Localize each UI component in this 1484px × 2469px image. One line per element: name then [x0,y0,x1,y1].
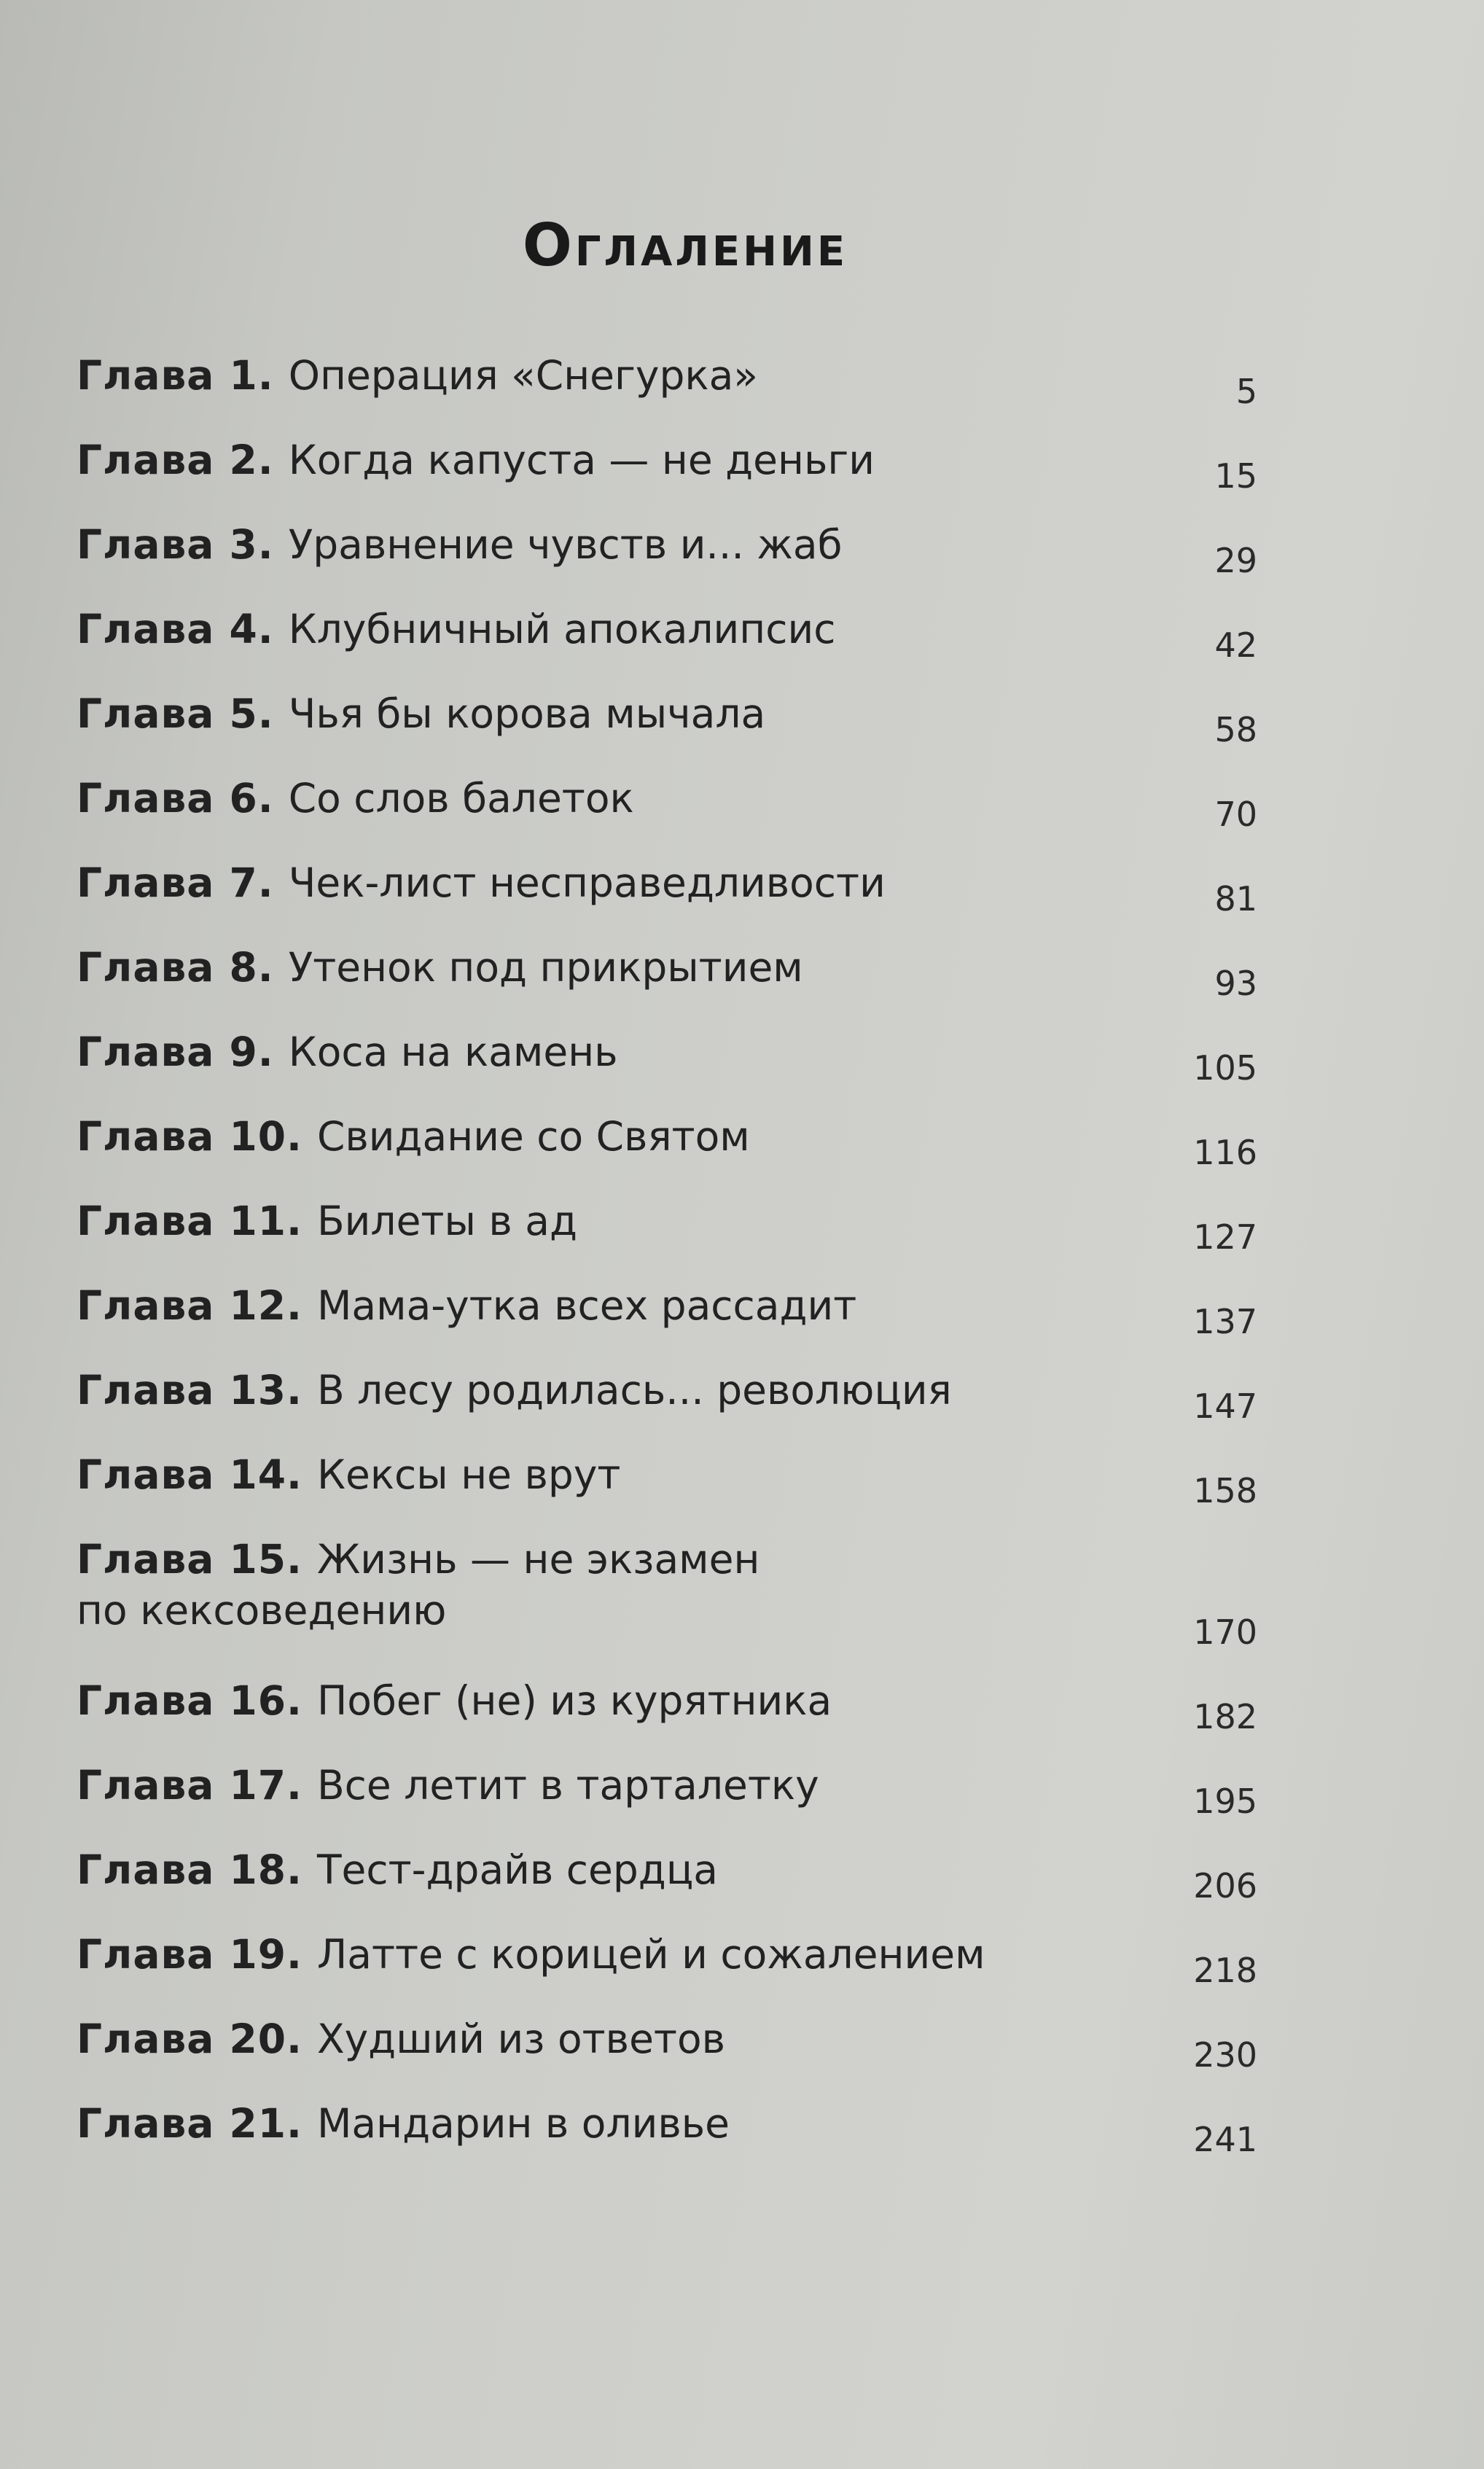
chapter-title: Билеты в ад [316,1198,577,1244]
toc-entry [77,942,1257,1026]
toc-entry [77,1026,1257,1111]
table-of-contents [77,350,1257,2183]
chapter-title: Чек-лист несправедливости [288,859,886,906]
chapter-title: Тест-драйв сердца [316,1846,718,1893]
chapter-title: Уравнение чувств и... жаб [288,521,843,568]
toc-entry [77,1760,1257,1844]
chapter-title: Латте с корицей и сожалением [316,1931,985,1978]
toc-entry [77,1929,1257,2013]
chapter-title-continuation: по кексоведению [77,1587,447,1634]
page-number: 147 [1193,1386,1257,1426]
page-number: 137 [1193,1302,1257,1341]
chapter-number: Глава 14. [77,1451,302,1498]
chapter-number: Глава 5. [77,690,274,737]
chapter-title: Со слов балеток [288,775,634,822]
chapter-number: Глава 8. [77,944,274,991]
toc-entry [77,857,1257,942]
chapter-title: Худший из ответов [316,2016,726,2062]
chapter-title: Жизнь — не экзамен [316,1536,760,1583]
page-number: 93 [1214,964,1257,1003]
page-number: 15 [1214,456,1257,496]
toc-entry [77,688,1257,773]
chapter-title: Операция «Снегурка» [288,352,758,399]
chapter-title: В лесу родилась... революция [316,1367,952,1413]
chapter-number: Глава 20. [77,2016,302,2062]
chapter-title: Утенок под прикрытием [288,944,803,991]
toc-entry [77,519,1257,604]
page-title: Оглаление [522,211,848,279]
chapter-number: Глава 1. [77,352,274,399]
chapter-number: Глава 16. [77,1677,302,1724]
chapter-title: Мама-утка всех рассадит [316,1282,857,1329]
page-number: 182 [1193,1697,1257,1736]
page-number: 230 [1193,2035,1257,2075]
page-number: 116 [1193,1133,1257,1172]
chapter-number: Глава 19. [77,1931,302,1978]
chapter-number: Глава 7. [77,859,274,906]
chapter-title: Клубничный апокалипсис [288,606,836,652]
chapter-number: Глава 2. [77,437,274,483]
chapter-number: Глава 11. [77,1198,302,1244]
chapter-title: Мандарин в оливье [316,2100,730,2147]
page-number: 158 [1193,1471,1257,1510]
page-number: 70 [1214,795,1257,834]
page-number: 195 [1193,1782,1257,1821]
toc-entry [77,1196,1257,1280]
chapter-number: Глава 17. [77,1762,302,1809]
page-number: 218 [1193,1951,1257,1990]
page-number: 81 [1214,879,1257,918]
chapter-number: Глава 15. [77,1536,302,1583]
toc-entry [77,1365,1257,1449]
toc-entry [77,1111,1257,1196]
chapter-title: Свидание со Святом [316,1113,750,1160]
chapter-title: Побег (не) из курятника [316,1677,832,1724]
page-number: 170 [1193,1612,1257,1652]
toc-entry [77,773,1257,857]
toc-entry [77,1534,1257,1675]
chapter-number: Глава 4. [77,606,274,652]
chapter-title: Кексы не врут [316,1451,621,1498]
page-number: 58 [1214,710,1257,749]
chapter-number: Глава 9. [77,1029,274,1075]
chapter-title: Чья бы корова мычала [288,690,766,737]
chapter-number: Глава 18. [77,1846,302,1893]
toc-entry [77,2013,1257,2098]
chapter-title: Все летит в тарталетку [316,1762,819,1809]
toc-entry [77,1675,1257,1760]
page-number: 5 [1235,372,1257,411]
chapter-number: Глава 10. [77,1113,302,1160]
page-number: 206 [1193,1866,1257,1906]
page-number: 105 [1193,1048,1257,1088]
toc-entry [77,350,1257,434]
toc-entry [77,604,1257,688]
chapter-number: Глава 6. [77,775,274,822]
chapter-number: Глава 12. [77,1282,302,1329]
page-number: 127 [1193,1217,1257,1257]
chapter-number: Глава 21. [77,2100,302,2147]
chapter-number: Глава 13. [77,1367,302,1413]
chapter-title: Коса на камень [288,1029,618,1075]
toc-entry [77,2098,1257,2183]
chapter-number: Глава 3. [77,521,274,568]
page-number: 42 [1214,625,1257,665]
toc-entry [77,1844,1257,1929]
page-number: 29 [1214,541,1257,580]
toc-entry [77,1449,1257,1534]
chapter-title: Когда капуста — не деньги [288,437,875,483]
toc-entry [77,434,1257,519]
toc-entry [77,1280,1257,1365]
page-number: 241 [1193,2120,1257,2159]
